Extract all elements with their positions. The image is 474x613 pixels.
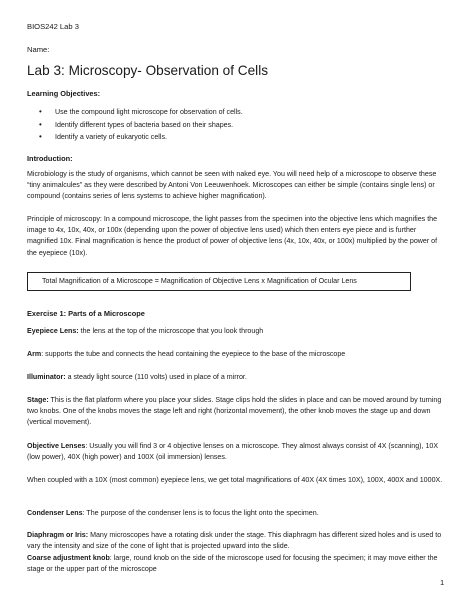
name-label: Name:: [27, 45, 50, 54]
part-coarse-adjustment-knob: [27, 553, 447, 575]
part-eyepiece: [27, 326, 447, 337]
magnification-note: [27, 475, 447, 486]
part-illuminator: [27, 372, 447, 383]
list-item: • Use the compound light microscope for observation of cells.: [27, 106, 243, 119]
learning-objectives-list: [27, 106, 243, 144]
page-header: BIOS242 Lab 3: [27, 22, 79, 31]
learning-objectives-heading: Learning Objectives:: [27, 89, 101, 98]
part-term: Stage:: [27, 396, 49, 404]
part-term: Arm: [27, 350, 42, 358]
part-desc: When coupled with a 10X (most common) eyepiece lens, we get total magnifications of 40X (4X times 10X), 100X, 400X and 1000X.: [27, 476, 443, 484]
part-desc: : The purpose of the condenser lens is to focus the light onto the specimen.: [82, 509, 319, 517]
intro-paragraph: Microbiology is the study of organisms, which cannot be seen with naked eye. You will need help of a microscope to observe these “tiny animalcules” as they were described by Antoni Von Leeuwenhoek. Microscopes can either be simple (contains single lens) or compound (contains series of lens systems to achieve higher magnification).: [27, 170, 437, 201]
part-desc: : large, round knob on the side of the microscope used for focusing the specimen; it may move either the stage or the upper part of the microscope: [27, 554, 438, 574]
formula-box: Total Magnification of a Microscope = Magnification of Objective Lens x Magnification of Ocular Lens: [27, 272, 411, 291]
part-desc: a steady light source (110 volts) used in place of a mirror.: [65, 373, 247, 381]
part-desc: the lens at the top of the microscope that you look through: [78, 327, 264, 335]
part-diaphragm: [27, 530, 447, 552]
part-term: Condenser Lens: [27, 509, 83, 517]
introduction-heading: Introduction:: [27, 154, 73, 163]
part-objective-lenses: [27, 441, 447, 463]
page-title: Lab 3: Microscopy- Observation of Cells: [27, 63, 269, 78]
part-desc: Many microscopes have a rotating disk under the stage. This diaphragm has different sized holes and is used to vary the intensity and size of the cone of light that is projected upward into the slide.: [27, 531, 442, 551]
part-desc: : supports the tube and connects the head containing the eyepiece to the base of the microscope: [41, 350, 346, 358]
part-term: Diaphragm or Iris:: [27, 531, 89, 539]
list-item: • Identify a variety of eukaryotic cells.: [27, 131, 243, 144]
part-stage: [27, 395, 447, 429]
part-desc: This is the flat platform where you place your slides. Stage clips hold the slides in place and can be moved around by turning two knobs. One of the knobs moves the stage left and right (horizontal movement), the other knob moves the stage up and down (vertical movement).: [27, 396, 442, 427]
principle-paragraph: Principle of microscopy: In a compound microscope, the light passes from the specimen into the objective lens which magnifies the image to 4x, 10x, 40x, or 100x (depending upon the power of objective lens used) which then enters eye piece and is further magnified 10x. Final magnification is hence the product of power of objective lens (4x, 10x, 40x, or 100x) multiplied by the power of the eyepiece (10x).: [27, 215, 438, 257]
part-term: Eyepiece Lens:: [27, 327, 79, 335]
part-term: Objective Lenses: [27, 442, 86, 450]
part-arm: [27, 349, 447, 360]
exercise-heading: Exercise 1: Parts of a Microscope: [27, 309, 145, 318]
part-term: Illuminator:: [27, 373, 66, 381]
list-item: • Identify different types of bacteria based on their shapes.: [27, 119, 243, 132]
part-term: Coarse adjustment knob: [27, 554, 110, 562]
page-number: 1: [440, 578, 445, 587]
part-condenser-lens: [27, 508, 447, 519]
part-desc: : Usually you will find 3 or 4 objective lenses on a microscope. They almost always consist of 4X (scanning), 10X (low power), 40X (high power) and 100X (oil immersion) lenses.: [27, 442, 439, 462]
